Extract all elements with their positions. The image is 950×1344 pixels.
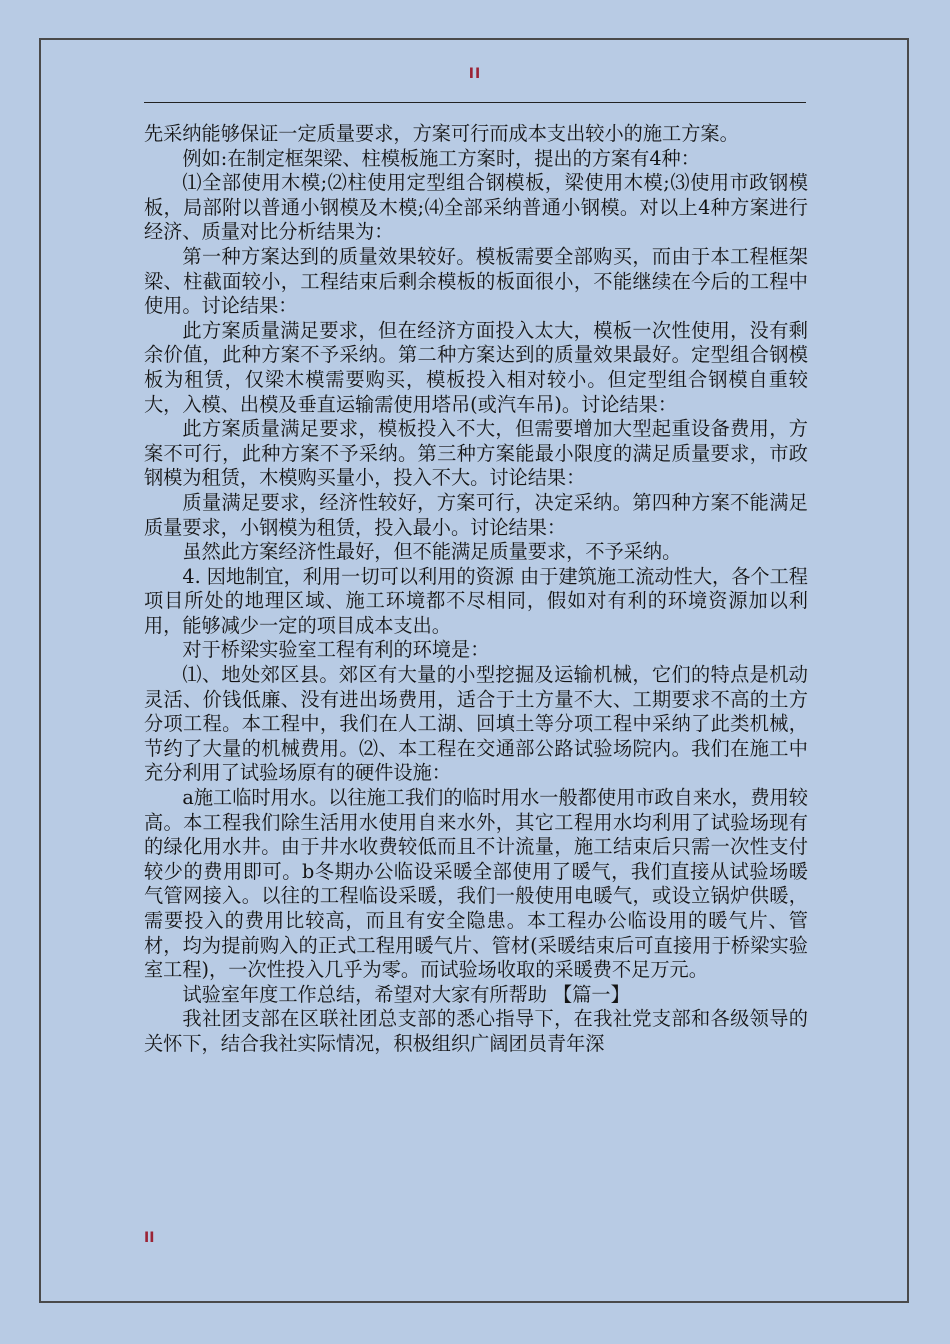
paragraph: 虽然此方案经济性最好，但不能满足质量要求，不予采纳。: [182, 540, 682, 564]
header-mark: II: [468, 66, 482, 82]
paragraph: 先采纳能够保证一定质量要求，方案可行而成本支出较小的施工方案。: [144, 122, 739, 145]
paragraph: ⑴、地处郊区县。郊区有大量的小型挖掘及运输机械，它们的特点是机动灵活、价钱低廉、没有进出场费用，适合于土方量不大、工期要求不高的土方分项工程。本工程中，我们在人工湖、回填土等分项工程中采纳了此类机械，节约了大量的机械费用。⑵、本工程在交通部公路试验场院内。我们在施工中充分利用了试验场原有的硬件设施：: [144, 663, 808, 785]
footer-mark: II: [144, 1230, 155, 1246]
paragraph: 此方案质量满足要求，模板投入不大，但需要增加大型起重设备费用，方案不可行，此种方案不予采纳。第三种方案能最小限度的满足质量要求，市政钢模为租赁，木模购买量小，投入不大。讨论结果：: [144, 417, 808, 490]
paragraph: ⑴全部使用木模;⑵柱使用定型组合钢模板，梁使用木模;⑶使用市政钢模板，局部附以普通小钢模及木模;⑷全部采纳普通小钢模。对以上4种方案进行经济、质量对比分析结果为：: [144, 171, 808, 244]
header-divider: [144, 102, 806, 103]
paragraph: 质量满足要求，经济性较好，方案可行，决定采纳。第四种方案不能满足质量要求，小钢模为租赁，投入最小。讨论结果：: [144, 490, 808, 539]
paragraph: 4. 因地制宜，利用一切可以利用的资源 由于建筑施工流动性大，各个工程项目所处的地理区域、施工环境都不尽相同，假如对有利的环境资源加以利用，能够减少一定的项目成本支出。: [144, 564, 808, 637]
paragraph: 第一种方案达到的质量效果较好。模板需要全部购买，而由于本工程框架梁、柱截面较小，工程结束后剩余模板的板面很小，不能继续在今后的工程中使用。讨论结果：: [144, 244, 808, 318]
section-heading: 试验室年度工作总结，希望对大家有所帮助 【篇一】: [182, 982, 630, 1006]
document-body: [144, 122, 808, 1057]
paragraph: 例如:在制定框架梁、柱模板施工方案时，提出的方案有4种：: [182, 146, 700, 170]
paragraph: 对于桥梁实验室工程有利的环境是：: [182, 638, 490, 662]
paragraph: a施工临时用水。以往施工我们的临时用水一般都使用市政自来水，费用较高。本工程我们除生活用水使用自来水外，其它工程用水均利用了试验场现有的绿化用水井。由于井水收费较低而且不计流量，施工结束后只需一次性支付较少的费用即可。b冬期办公临设采暖全部使用了暖气，我们直接从试验场暖气管网接入。以往的工程临设采暖，我们一般使用电暖气，或设立锅炉供暖，需要投入的费用比较高，而且有安全隐患。本工程办公临设用的暖气片、管材，均为提前购入的正式工程用暖气片、管材(采暖结束后可直接用于桥梁实验室工程)，一次性投入几乎为零。而试验场收取的采暖费不足万元。: [144, 786, 808, 982]
paragraph: 我社团支部在区联社团总支部的悉心指导下，在我社党支部和各级领导的关怀下，结合我社实际情况，积极组织广阔团员青年深: [144, 1007, 808, 1055]
paragraph: 此方案质量满足要求，但在经济方面投入太大，模板一次性使用，没有剩余价值，此种方案不予采纳。第二种方案达到的质量效果最好。定型组合钢模板为租赁，仅梁木模需要购买，模板投入相对较小。但定型组合钢模自重较大，入模、出模及垂直运输需使用塔吊(或汽车吊)。讨论结果：: [144, 318, 808, 416]
